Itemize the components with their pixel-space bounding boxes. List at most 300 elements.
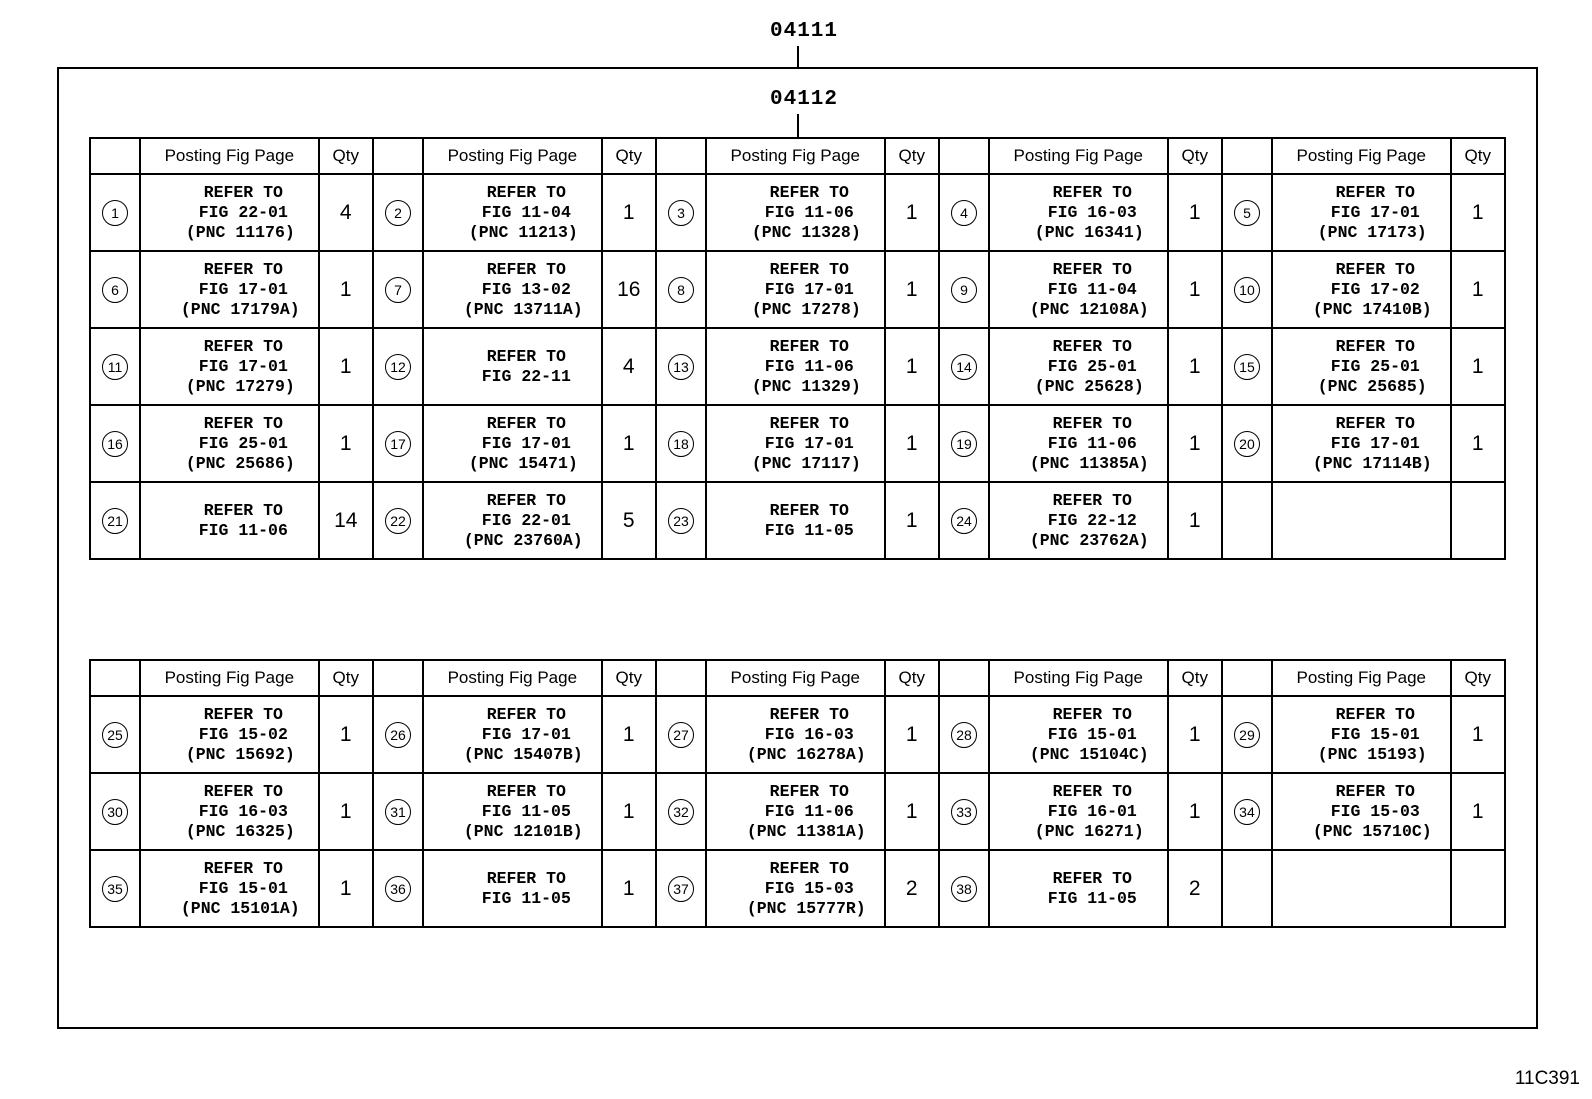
item-number-cell <box>373 696 423 773</box>
qty-cell: 1 <box>885 174 939 251</box>
item-number-badge: 16 <box>102 431 128 457</box>
item-number-badge: 8 <box>668 277 694 303</box>
item-number-cell <box>1222 482 1272 559</box>
item-number-badge: 29 <box>1234 722 1260 748</box>
qty-cell: 4 <box>602 328 656 405</box>
qty-cell: 1 <box>1168 696 1222 773</box>
item-number-badge: 15 <box>1234 354 1260 380</box>
fig-reference-cell <box>140 696 319 773</box>
refer-to-text: REFER TO <box>1052 182 1132 202</box>
pnc-text: (PNC 12108A) <box>1029 299 1149 319</box>
fig-reference-cell <box>989 696 1168 773</box>
diagram-id: 11C391 <box>1514 1068 1580 1089</box>
item-number-badge: 35 <box>102 876 128 902</box>
qty-cell <box>1451 482 1506 559</box>
item-number-cell <box>90 773 140 850</box>
fig-page-link[interactable]: FIG 15-01 <box>1047 724 1137 744</box>
qty-cell: 1 <box>1451 696 1506 773</box>
fig-reference-cell <box>423 174 602 251</box>
item-number-badge: 4 <box>951 200 977 226</box>
item-number-cell <box>939 773 989 850</box>
item-number-badge: 22 <box>385 508 411 534</box>
refer-to-text: REFER TO <box>769 182 849 202</box>
header-blank <box>656 138 706 174</box>
pnc-text: (PNC 16341) <box>1034 222 1144 242</box>
fig-reference-cell <box>140 174 319 251</box>
fig-reference-cell <box>989 850 1168 927</box>
fig-reference-cell <box>989 328 1168 405</box>
qty-cell: 1 <box>602 174 656 251</box>
fig-reference-cell <box>140 328 319 405</box>
item-number-cell <box>373 773 423 850</box>
pnc-text: (PNC 17279) <box>185 376 295 396</box>
qty-cell: 5 <box>602 482 656 559</box>
refer-to-text: REFER TO <box>203 413 283 433</box>
fig-page-link[interactable]: FIG 17-02 <box>1330 279 1420 299</box>
header-blank <box>90 660 140 696</box>
fig-page-link[interactable]: FIG 15-03 <box>764 878 854 898</box>
pnc-text: (PNC 25686) <box>185 453 295 473</box>
sub-assembly-leader-line <box>797 114 799 137</box>
fig-page-link[interactable]: FIG 11-05 <box>481 801 571 821</box>
item-number-cell <box>939 482 989 559</box>
item-number-cell <box>656 328 706 405</box>
pnc-text: (PNC 11329) <box>751 376 861 396</box>
fig-page-link[interactable]: FIG 15-01 <box>198 878 288 898</box>
item-number-cell <box>1222 251 1272 328</box>
item-number-badge: 32 <box>668 799 694 825</box>
header-blank <box>939 138 989 174</box>
fig-reference-cell <box>706 773 885 850</box>
header-blank <box>656 660 706 696</box>
fig-reference-cell <box>989 482 1168 559</box>
refer-to-text: REFER TO <box>1335 704 1415 724</box>
table-row <box>90 251 1505 328</box>
qty-cell: 1 <box>1451 174 1506 251</box>
qty-cell: 1 <box>885 696 939 773</box>
qty-cell: 1 <box>885 251 939 328</box>
pnc-text: (PNC 11381A) <box>746 821 866 841</box>
item-number-cell <box>373 850 423 927</box>
qty-cell: 1 <box>602 850 656 927</box>
qty-cell: 1 <box>1451 405 1506 482</box>
refer-to-text: REFER TO <box>769 413 849 433</box>
header-qty: Qty <box>319 660 373 696</box>
fig-page-link[interactable]: FIG 16-03 <box>1047 202 1137 222</box>
pnc-text: (PNC 16325) <box>185 821 295 841</box>
refer-to-text: REFER TO <box>486 704 566 724</box>
header-posting-fig-page: Posting Fig Page <box>1272 660 1451 696</box>
item-number-badge: 19 <box>951 431 977 457</box>
item-number-badge: 27 <box>668 722 694 748</box>
item-number-badge: 9 <box>951 277 977 303</box>
fig-reference-cell <box>989 773 1168 850</box>
item-number-badge: 11 <box>102 354 128 380</box>
refer-to-text: REFER TO <box>486 413 566 433</box>
fig-page-link[interactable]: FIG 11-05 <box>481 888 571 908</box>
item-number-cell <box>939 328 989 405</box>
fig-reference-cell <box>1272 850 1451 927</box>
refer-to-text: REFER TO <box>1335 259 1415 279</box>
item-number-cell <box>1222 850 1272 927</box>
header-posting-fig-page: Posting Fig Page <box>989 138 1168 174</box>
refer-to-text: REFER TO <box>1052 336 1132 356</box>
refer-to-text: REFER TO <box>1335 413 1415 433</box>
item-number-badge: 38 <box>951 876 977 902</box>
item-number-cell <box>90 482 140 559</box>
qty-cell: 2 <box>1168 850 1222 927</box>
fig-reference-cell <box>1272 251 1451 328</box>
refer-to-text: REFER TO <box>769 259 849 279</box>
fig-page-link[interactable]: FIG 25-01 <box>1047 356 1137 376</box>
refer-to-text: REFER TO <box>203 704 283 724</box>
refer-to-text: REFER TO <box>486 490 566 510</box>
qty-cell: 1 <box>319 405 373 482</box>
sub-assembly-code: 04112 <box>770 88 839 111</box>
item-number-badge: 25 <box>102 722 128 748</box>
item-number-cell <box>90 328 140 405</box>
assembly-code: 04111 <box>770 20 839 43</box>
fig-reference-cell <box>1272 696 1451 773</box>
header-row <box>90 660 1505 696</box>
fig-reference-cell <box>1272 405 1451 482</box>
fig-reference-cell <box>423 405 602 482</box>
table-row <box>90 773 1505 850</box>
item-number-badge: 20 <box>1234 431 1260 457</box>
item-number-cell <box>90 405 140 482</box>
fig-reference-cell <box>706 696 885 773</box>
pnc-text: (PNC 15407B) <box>463 744 583 764</box>
fig-page-link[interactable]: FIG 22-01 <box>198 202 288 222</box>
header-blank <box>373 138 423 174</box>
fig-reference-cell <box>706 482 885 559</box>
qty-cell: 16 <box>602 251 656 328</box>
fig-reference-cell <box>989 251 1168 328</box>
item-number-badge: 1 <box>102 200 128 226</box>
item-number-cell <box>90 850 140 927</box>
refer-to-text: REFER TO <box>486 259 566 279</box>
item-number-badge: 14 <box>951 354 977 380</box>
header-qty: Qty <box>602 138 656 174</box>
fig-reference-cell <box>423 773 602 850</box>
qty-cell: 1 <box>602 696 656 773</box>
fig-page-link[interactable]: FIG 25-01 <box>198 433 288 453</box>
fig-reference-cell <box>423 251 602 328</box>
pnc-text: (PNC 17179A) <box>180 299 300 319</box>
refer-to-text: REFER TO <box>203 336 283 356</box>
refer-to-text: REFER TO <box>1052 704 1132 724</box>
pnc-text: (PNC 16278A) <box>746 744 866 764</box>
fig-reference-cell <box>423 482 602 559</box>
pnc-text: (PNC 15101A) <box>180 898 300 918</box>
header-blank <box>939 660 989 696</box>
table-row <box>90 328 1505 405</box>
header-posting-fig-page: Posting Fig Page <box>706 138 885 174</box>
fig-page-link[interactable]: FIG 25-01 <box>1330 356 1420 376</box>
item-number-cell <box>373 482 423 559</box>
qty-cell: 1 <box>1168 328 1222 405</box>
fig-page-link[interactable]: FIG 17-01 <box>481 724 571 744</box>
fig-page-link[interactable]: FIG 11-06 <box>764 801 854 821</box>
refer-to-text: REFER TO <box>486 868 566 888</box>
refer-to-text: REFER TO <box>486 346 566 366</box>
fig-page-link[interactable]: FIG 15-03 <box>1330 801 1420 821</box>
item-number-badge: 24 <box>951 508 977 534</box>
qty-cell: 1 <box>1168 251 1222 328</box>
item-number-badge: 21 <box>102 508 128 534</box>
qty-cell: 1 <box>1451 328 1506 405</box>
qty-cell: 1 <box>885 328 939 405</box>
qty-cell: 1 <box>1168 773 1222 850</box>
item-number-cell <box>939 251 989 328</box>
header-qty: Qty <box>885 660 939 696</box>
fig-reference-cell <box>706 251 885 328</box>
header-posting-fig-page: Posting Fig Page <box>706 660 885 696</box>
item-number-badge: 17 <box>385 431 411 457</box>
fig-reference-cell <box>989 405 1168 482</box>
pnc-text: (PNC 25628) <box>1034 376 1144 396</box>
refer-to-text: REFER TO <box>1335 182 1415 202</box>
refer-to-text: REFER TO <box>769 781 849 801</box>
fig-page-link[interactable]: FIG 16-01 <box>1047 801 1137 821</box>
fig-reference-cell <box>1272 328 1451 405</box>
pnc-text: (PNC 17410B) <box>1312 299 1432 319</box>
qty-cell: 1 <box>1451 251 1506 328</box>
fig-page-link[interactable]: FIG 11-06 <box>1047 433 1137 453</box>
qty-cell <box>1451 850 1506 927</box>
fig-page-link[interactable]: FIG 17-01 <box>764 433 854 453</box>
fig-page-link[interactable]: FIG 17-01 <box>198 356 288 376</box>
fig-reference-cell <box>989 174 1168 251</box>
qty-cell: 14 <box>319 482 373 559</box>
fig-page-link[interactable]: FIG 15-02 <box>198 724 288 744</box>
item-number-cell <box>90 251 140 328</box>
item-number-cell <box>939 850 989 927</box>
refer-to-text: REFER TO <box>1335 781 1415 801</box>
qty-cell: 1 <box>319 773 373 850</box>
fig-page-link[interactable]: FIG 17-01 <box>481 433 571 453</box>
item-number-badge: 18 <box>668 431 694 457</box>
fig-reference-cell <box>706 328 885 405</box>
fig-page-link[interactable]: FIG 11-06 <box>198 520 288 540</box>
fig-page-link[interactable]: FIG 11-04 <box>481 202 571 222</box>
item-number-cell <box>1222 174 1272 251</box>
refer-to-text: REFER TO <box>1335 336 1415 356</box>
item-number-badge: 36 <box>385 876 411 902</box>
item-number-badge: 23 <box>668 508 694 534</box>
pnc-text: (PNC 17117) <box>751 453 861 473</box>
refer-to-text: REFER TO <box>203 259 283 279</box>
header-posting-fig-page: Posting Fig Page <box>989 660 1168 696</box>
pnc-text: (PNC 17114B) <box>1312 453 1432 473</box>
fig-page-link[interactable]: FIG 11-05 <box>1047 888 1137 908</box>
pnc-text: (PNC 17278) <box>751 299 861 319</box>
refer-to-text: REFER TO <box>203 182 283 202</box>
table-row <box>90 405 1505 482</box>
item-number-badge: 10 <box>1234 277 1260 303</box>
item-number-cell <box>373 251 423 328</box>
pnc-text: (PNC 15471) <box>468 453 578 473</box>
item-number-badge: 5 <box>1234 200 1260 226</box>
header-qty: Qty <box>1168 660 1222 696</box>
qty-cell: 1 <box>1168 174 1222 251</box>
item-number-cell <box>90 174 140 251</box>
refer-to-text: REFER TO <box>1052 490 1132 510</box>
qty-cell: 1 <box>602 405 656 482</box>
pnc-text: (PNC 16271) <box>1034 821 1144 841</box>
fig-page-link[interactable]: FIG 11-05 <box>764 520 854 540</box>
refer-to-text: REFER TO <box>769 858 849 878</box>
item-number-cell <box>1222 405 1272 482</box>
fig-page-link[interactable]: FIG 17-01 <box>198 279 288 299</box>
item-number-cell <box>656 251 706 328</box>
item-number-cell <box>656 405 706 482</box>
fig-reference-cell <box>1272 174 1451 251</box>
item-number-badge: 28 <box>951 722 977 748</box>
qty-cell: 2 <box>885 850 939 927</box>
pnc-text: (PNC 11213) <box>468 222 578 242</box>
fig-page-link[interactable]: FIG 22-01 <box>481 510 571 530</box>
pnc-text: (PNC 15692) <box>185 744 295 764</box>
qty-cell: 1 <box>319 696 373 773</box>
refer-to-text: REFER TO <box>1052 868 1132 888</box>
pnc-text: (PNC 11385A) <box>1029 453 1149 473</box>
item-number-cell <box>373 328 423 405</box>
pnc-text: (PNC 13711A) <box>463 299 583 319</box>
fig-reference-cell <box>706 174 885 251</box>
item-number-badge: 37 <box>668 876 694 902</box>
fig-page-link[interactable]: FIG 22-12 <box>1047 510 1137 530</box>
fig-page-link[interactable]: FIG 17-01 <box>1330 202 1420 222</box>
pnc-text: (PNC 15193) <box>1317 744 1427 764</box>
pnc-text: (PNC 15710C) <box>1312 821 1432 841</box>
header-qty: Qty <box>602 660 656 696</box>
header-qty: Qty <box>1451 138 1506 174</box>
header-blank <box>1222 660 1272 696</box>
qty-cell: 1 <box>319 328 373 405</box>
parts-table-2 <box>89 659 1506 928</box>
fig-page-link[interactable]: FIG 17-01 <box>1330 433 1420 453</box>
parts-table-1 <box>89 137 1506 560</box>
fig-page-link[interactable]: FIG 16-03 <box>198 801 288 821</box>
item-number-cell <box>373 174 423 251</box>
qty-cell: 1 <box>319 251 373 328</box>
item-number-badge: 33 <box>951 799 977 825</box>
pnc-text: (PNC 11328) <box>751 222 861 242</box>
item-number-badge: 2 <box>385 200 411 226</box>
pnc-text: (PNC 17173) <box>1317 222 1427 242</box>
item-number-badge: 3 <box>668 200 694 226</box>
fig-page-link[interactable]: FIG 22-11 <box>481 366 571 386</box>
pnc-text: (PNC 23762A) <box>1029 530 1149 550</box>
item-number-cell <box>1222 773 1272 850</box>
item-number-cell <box>373 405 423 482</box>
header-qty: Qty <box>885 138 939 174</box>
refer-to-text: REFER TO <box>1052 259 1132 279</box>
qty-cell: 1 <box>1168 405 1222 482</box>
refer-to-text: REFER TO <box>769 704 849 724</box>
header-qty: Qty <box>1168 138 1222 174</box>
pnc-text: (PNC 15777R) <box>746 898 866 918</box>
fig-reference-cell <box>140 850 319 927</box>
fig-reference-cell <box>140 482 319 559</box>
fig-reference-cell <box>140 773 319 850</box>
item-number-badge: 26 <box>385 722 411 748</box>
header-posting-fig-page: Posting Fig Page <box>423 660 602 696</box>
item-number-badge: 6 <box>102 277 128 303</box>
refer-to-text: REFER TO <box>769 336 849 356</box>
qty-cell: 1 <box>885 482 939 559</box>
qty-cell: 4 <box>319 174 373 251</box>
pnc-text: (PNC 15104C) <box>1029 744 1149 764</box>
fig-page-link[interactable]: FIG 11-06 <box>764 356 854 376</box>
refer-to-text: REFER TO <box>486 182 566 202</box>
item-number-badge: 34 <box>1234 799 1260 825</box>
item-number-cell <box>656 696 706 773</box>
header-qty: Qty <box>319 138 373 174</box>
table-row <box>90 482 1505 559</box>
refer-to-text: REFER TO <box>1052 781 1132 801</box>
pnc-text: (PNC 23760A) <box>463 530 583 550</box>
header-blank <box>90 138 140 174</box>
fig-reference-cell <box>423 850 602 927</box>
refer-to-text: REFER TO <box>486 781 566 801</box>
pnc-text: (PNC 25685) <box>1317 376 1427 396</box>
item-number-badge: 13 <box>668 354 694 380</box>
fig-page-link[interactable]: FIG 11-04 <box>1047 279 1137 299</box>
item-number-cell <box>656 773 706 850</box>
fig-reference-cell <box>706 850 885 927</box>
table-row <box>90 850 1505 927</box>
pnc-text: (PNC 12101B) <box>463 821 583 841</box>
header-qty: Qty <box>1451 660 1506 696</box>
qty-cell: 1 <box>1451 773 1506 850</box>
item-number-cell <box>90 696 140 773</box>
fig-page-link[interactable]: FIG 15-01 <box>1330 724 1420 744</box>
item-number-badge: 12 <box>385 354 411 380</box>
header-posting-fig-page: Posting Fig Page <box>423 138 602 174</box>
header-row <box>90 138 1505 174</box>
fig-reference-cell <box>1272 482 1451 559</box>
header-posting-fig-page: Posting Fig Page <box>140 660 319 696</box>
item-number-cell <box>1222 328 1272 405</box>
qty-cell: 1 <box>319 850 373 927</box>
refer-to-text: REFER TO <box>1052 413 1132 433</box>
pnc-text: (PNC 11176) <box>185 222 295 242</box>
qty-cell: 1 <box>885 405 939 482</box>
refer-to-text: REFER TO <box>769 500 849 520</box>
item-number-cell <box>939 696 989 773</box>
table-row <box>90 174 1505 251</box>
fig-page-link[interactable]: FIG 17-01 <box>764 279 854 299</box>
qty-cell: 1 <box>885 773 939 850</box>
header-posting-fig-page: Posting Fig Page <box>1272 138 1451 174</box>
header-posting-fig-page: Posting Fig Page <box>140 138 319 174</box>
fig-page-link[interactable]: FIG 11-06 <box>764 202 854 222</box>
refer-to-text: REFER TO <box>203 781 283 801</box>
header-blank <box>373 660 423 696</box>
fig-reference-cell <box>423 328 602 405</box>
fig-page-link[interactable]: FIG 16-03 <box>764 724 854 744</box>
item-number-cell <box>656 482 706 559</box>
item-number-cell <box>656 850 706 927</box>
fig-page-link[interactable]: FIG 13-02 <box>481 279 571 299</box>
item-number-cell <box>1222 696 1272 773</box>
qty-cell: 1 <box>602 773 656 850</box>
fig-reference-cell <box>423 696 602 773</box>
fig-reference-cell <box>706 405 885 482</box>
fig-reference-cell <box>140 251 319 328</box>
